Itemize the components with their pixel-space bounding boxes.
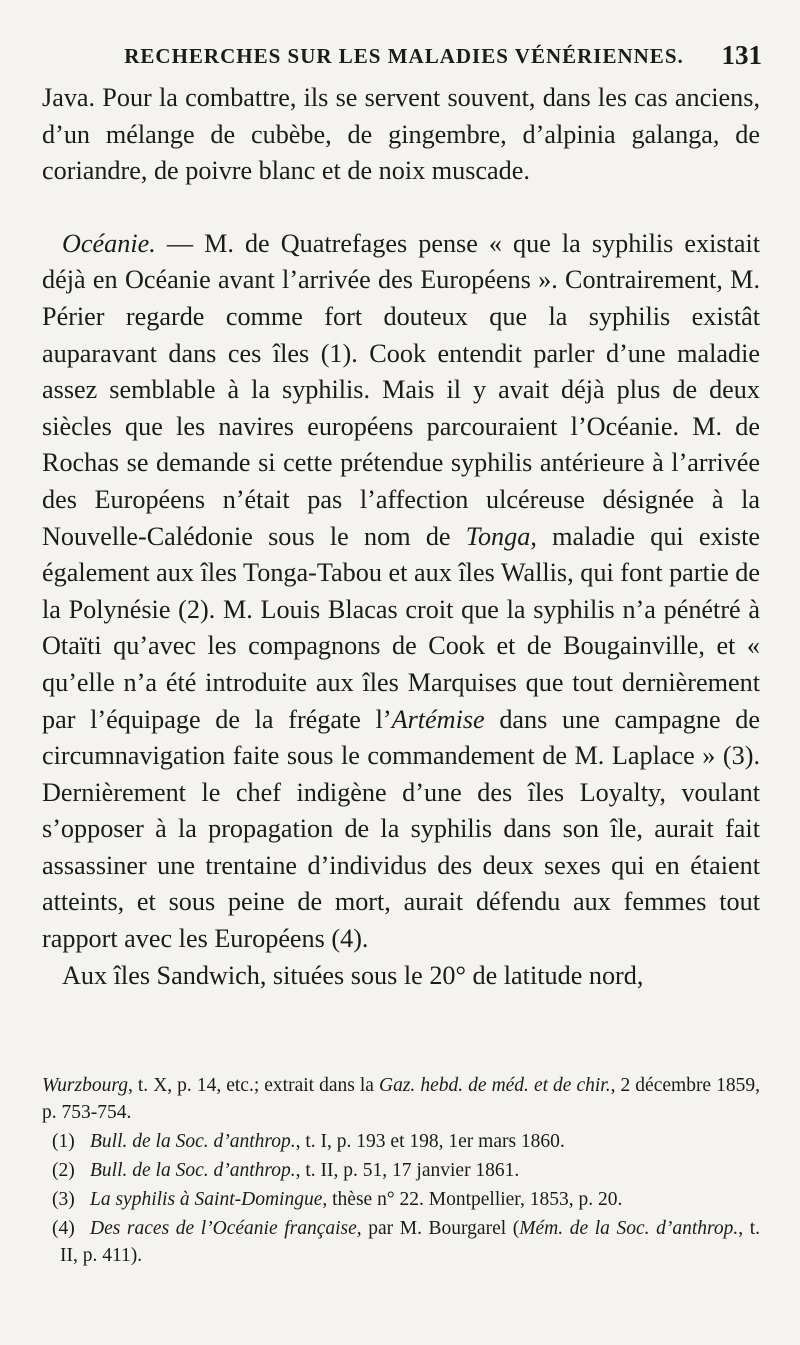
paragraph-text: , maladie qui existe également aux îles Tonga-Tabou et aux îles Wallis, qui font partie de la Polynésie (2). M. Louis Blacas croit que la syphilis n’a pénétré à Otaïti qu’avec les compagnons de Cook et de Bougainville, et « qu’elle n’a été introduite aux îles Marquises que tout dernièrement par l’équipage de la frégate l’ [42,521,760,734]
footnote-number: (2) [52,1160,75,1181]
italic-artemise: Artémise [391,704,485,734]
footnote-text: , 2 décembre 1859, p. 753-754. [42,1075,760,1123]
main-text [42,80,760,994]
footnote-text: , t. II, p. 411). [60,1218,760,1266]
paragraph-text: dans une campagne de circumnavigation faite sous le commandement de M. Laplace » (3). Dernièrement le chef indigène d’une des îles Loyalty, voulant s’opposer à la propagation de la syphilis dans son île, aurait fait assassiner une trentaine d’individus des deux sexes qui en étaient atteints, et sous peine de mort, aurait défendu aux femmes tout rapport avec les Européens (4). [42,704,760,954]
footnote-text: , par M. Bourgarel ( [356,1218,520,1239]
footnote-1 [42,1128,760,1155]
footnote-number: (4) [52,1218,75,1239]
footnote-text: , t. II, p. 51, 17 janvier 1861. [295,1160,520,1181]
footnote-italic: Wurzbourg [42,1075,128,1096]
footnote-italic: Des races de l’Océanie française [90,1218,357,1239]
page-number: 131 [721,40,762,70]
footnote-italic: La syphilis à Saint-Domingue [90,1189,323,1210]
footnote-text: , t. X, p. 14, etc.; extrait dans la [127,1075,379,1096]
footnote-italic: Bull. de la Soc. d’anthrop. [90,1160,296,1181]
paragraph-oceanie [42,226,760,958]
footnote-3 [42,1186,760,1213]
footnote-italic: Bull. de la Soc. d’anthrop. [90,1131,296,1152]
page-header [46,36,762,76]
paragraph-java: Java. Pour la combattre, ils se servent souvent, dans les cas anciens, d’un mélange de cubèbe, de gingembre, d’alpinia galanga, de coriandre, de poivre blanc et de noix muscade. [42,83,760,186]
footnote-italic: Gaz. hebd. de méd. et de chir. [379,1075,611,1096]
running-title: RECHERCHES SUR LES MALADIES VÉNÉRIENNES. [124,43,684,68]
footnote-number: (1) [52,1131,75,1152]
footnote-2 [42,1157,760,1184]
footnotes [42,1072,760,1271]
footnote-continuation [42,1072,760,1126]
paragraph-sandwich: Aux îles Sandwich, situées sous le 20° de latitude nord, [62,960,644,990]
footnote-text: , thèse n° 22. Montpellier, 1853, p. 20. [322,1189,623,1210]
footnote-4 [42,1215,760,1269]
italic-tonga: Tonga [465,521,531,551]
footnote-number: (3) [52,1189,75,1210]
footnote-italic: Mém. de la Soc. d’anthrop. [519,1218,739,1239]
paragraph-text: — M. de Quatrefages pense « que la syphilis existait déjà en Océanie avant l’arrivée des Européens ». Contrairement, M. Périer regarde comme fort douteux que la syphilis existât auparavant dans ces îles (1). Cook entendit parler d’une maladie assez semblable à la syphilis. Mais il y avait déjà plus de deux siècles que les navires européens parcouraient l’Océanie. M. de Rochas se demande si cette prétendue syphilis antérieure à l’arrivée des Européens n’était pas l’affection ulcéreuse désignée à la Nouvelle-Calédonie sous le nom de [42,228,760,551]
footnote-text: , t. I, p. 193 et 198, 1er mars 1860. [295,1131,565,1152]
section-heading-oceanie: Océanie. [62,228,156,258]
